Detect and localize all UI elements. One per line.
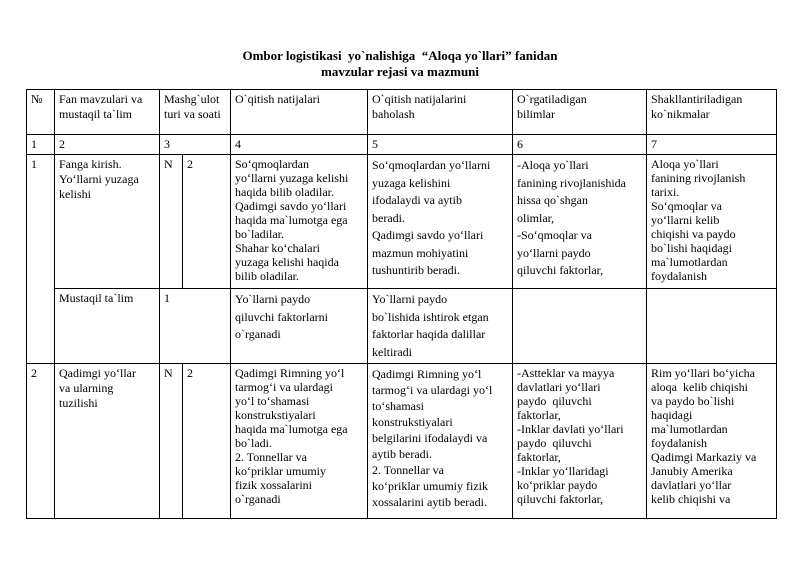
results-line: qiluvchi faktorlarni (235, 309, 328, 324)
assessment-line: xossalarini aytib beradi. (372, 495, 487, 509)
skills-line: kelib chiqishi va (651, 492, 731, 506)
results-line: Shahar ko‘chalari (235, 241, 320, 255)
assessment-cell (368, 364, 513, 519)
results-line: fizik xossalarini (235, 478, 312, 492)
skills-line: Janubiy Amerika (651, 464, 733, 478)
assessment-line: belgilarini ifodalaydi va (372, 431, 488, 445)
results-line: Yo`llarni paydo (235, 292, 311, 306)
assessment-line: Yo`llarni paydo (372, 292, 448, 306)
results-line: yo‘l to‘shamasi (235, 394, 310, 408)
knowledge-line: faktorlar, (517, 450, 561, 464)
assessment-line: ko‘priklar umumiy fizik (372, 479, 488, 493)
assessment-line: beradi. (372, 210, 405, 225)
skills-line: bo`lishi haqidagi (651, 241, 732, 255)
knowledge-line: faktorlar, (517, 408, 561, 422)
skills-line: foydalanish (651, 436, 707, 450)
assessment-line: faktorlar haqida dalillar (372, 327, 486, 341)
title-line-1: Ombor logistikasi yo`nalishiga “Aloqa yo`llari” fanidan (242, 48, 558, 63)
header-number (27, 90, 55, 135)
assessment-line: 2. Tonnellar va (372, 463, 444, 477)
results-line: Qadimgi Rimning yo‘l (235, 366, 345, 380)
column-number: 2 (55, 135, 160, 155)
skills-line: va paydo bo`lishi (651, 394, 735, 408)
assessment-cell (368, 155, 513, 289)
results-line: 2. Tonnellar va (235, 450, 307, 464)
header-skills (647, 90, 777, 135)
results-line: haqida ma`lumotga ega (235, 213, 348, 227)
skills-line: ma`lumotlardan (651, 422, 728, 436)
header-results-text: O`qitish natijalari (235, 92, 320, 106)
skills-cell (647, 364, 777, 519)
skills-line: So‘qmoqlar va (651, 199, 722, 213)
topic-line: kelishi (59, 187, 91, 201)
header-type-line: Mashg`ulot (164, 92, 220, 106)
skills-line: Rim yo‘llari bo‘yicha (651, 366, 755, 380)
column-number: 1 (27, 135, 55, 155)
results-line: o`rganadi (235, 492, 281, 506)
assessment-cell (368, 289, 513, 364)
results-line: yuzaga kelishi haqida (235, 255, 339, 269)
assessment-line: ifodalaydi va aytib (372, 193, 462, 207)
column-number: 6 (513, 135, 647, 155)
header-number-text: № (31, 92, 43, 106)
knowledge-line: hissa qo`shgan (517, 193, 588, 207)
hours-cell: 2 (183, 364, 231, 519)
header-skills-line: ko`nikmalar (651, 107, 710, 121)
results-line: bilib oladilar. (235, 269, 299, 283)
skills-cell (647, 289, 777, 364)
column-number: 7 (647, 135, 777, 155)
results-line: o`rganadi (235, 327, 281, 341)
knowledge-line: yo‘llarni paydo (517, 245, 591, 260)
topic-line: tuzilishi (59, 396, 98, 410)
assessment-line: to‘shamasi (372, 399, 424, 413)
topic-line: Yo‘llarni yuzaga (59, 172, 139, 186)
results-cell (231, 364, 368, 519)
knowledge-line: qiluvchi faktorlar, (517, 492, 604, 506)
assessment-line: aytib beradi. (372, 447, 432, 461)
results-line: haqida ma`lumotga ega (235, 422, 348, 436)
header-topics-line: Fan mavzulari va (59, 92, 143, 106)
row-number: 2 (27, 364, 55, 519)
header-assessment (368, 90, 513, 135)
syllabus-table (26, 89, 777, 519)
results-line: haqida bilib oladilar. (235, 185, 334, 199)
knowledge-line: paydo qiluvchi (517, 394, 592, 408)
knowledge-cell (513, 364, 647, 519)
skills-line: ma`lumotlardan (651, 255, 728, 269)
results-cell (231, 155, 368, 289)
skills-line: fanining rivojlanish (651, 171, 746, 185)
header-knowledge-line: bilimlar (517, 107, 555, 121)
header-type-hours (160, 90, 231, 135)
knowledge-line: ko‘priklar paydo (517, 478, 598, 492)
knowledge-cell (513, 289, 647, 364)
results-line: bo`ladi. (235, 436, 272, 450)
results-line: So‘qmoqlardan (235, 157, 309, 171)
knowledge-line: qiluvchi faktorlar, (517, 263, 604, 277)
results-line: yo‘llarni yuzaga kelishi (235, 171, 349, 185)
hours-cell: 1 (160, 289, 231, 364)
knowledge-line: -Astteklar va mayya (517, 366, 615, 380)
document-title (0, 48, 800, 80)
topic-line: Mustaqil ta`lim (59, 291, 134, 305)
column-number: 3 (160, 135, 231, 155)
knowledge-line: olimlar, (517, 210, 555, 225)
knowledge-cell (513, 155, 647, 289)
knowledge-line: fanining rivojlanishida (517, 175, 626, 190)
header-knowledge (513, 90, 647, 135)
header-results (231, 90, 368, 135)
header-type-line: turi va soati (164, 107, 221, 121)
header-knowledge-line: O`rgatiladigan (517, 92, 587, 106)
header-topics-line: mustaqil ta`lim (59, 107, 132, 121)
assessment-line: tarmog‘i va ulardagi yo‘l (372, 383, 493, 397)
lesson-type-cell: N (160, 155, 183, 289)
header-topics (55, 90, 160, 135)
results-line: ko‘priklar umumiy (235, 464, 326, 478)
assessment-line: yuzaga kelishini (372, 175, 451, 190)
title-line-2: mavzular rejasi va mazmuni (320, 64, 480, 79)
topic-line: va ularning (59, 381, 114, 395)
skills-line: aloqa kelib chiqishi (651, 380, 748, 394)
knowledge-line: -So‘qmoqlar va (517, 228, 592, 242)
knowledge-line: davlatlari yo‘llari (517, 380, 601, 394)
results-line: tarmog‘i va ulardagi (235, 380, 333, 394)
skills-line: foydalanish (651, 269, 707, 283)
skills-line: chiqishi va paydo (651, 227, 736, 241)
topic-cell (55, 364, 160, 519)
column-number: 4 (231, 135, 368, 155)
header-assessment-line: baholash (372, 107, 415, 121)
table-row (27, 155, 777, 289)
skills-line: haqidagi (651, 408, 693, 422)
assessment-line: So‘qmoqlardan yo‘llarni (372, 158, 491, 172)
topic-line: Qadimgi yo‘llar (59, 366, 136, 380)
column-number: 5 (368, 135, 513, 155)
column-number-row (27, 135, 777, 155)
table-row (27, 289, 777, 364)
knowledge-line: paydo qiluvchi (517, 436, 592, 450)
hours-cell: 2 (183, 155, 231, 289)
skills-line: davlatlari yo‘llar (651, 478, 732, 492)
topic-cell (55, 289, 160, 364)
knowledge-line: -Aloqa yo`llari (517, 158, 589, 172)
assessment-line: tushuntirib beradi. (372, 263, 460, 277)
assessment-line: Qadimgi Rimning yo‘l (372, 367, 482, 381)
results-line: bo`ladilar. (235, 227, 284, 241)
header-assessment-line: O`qitish natijalarini (372, 92, 467, 106)
assessment-line: mazmun mohiyatini (372, 245, 469, 260)
skills-line: Qadimgi Markaziy va (651, 450, 757, 464)
assessment-line: bo`lishida ishtirok etgan (372, 309, 489, 324)
topic-cell (55, 155, 160, 289)
table-row (27, 364, 777, 519)
header-skills-line: Shakllantiriladigan (651, 92, 743, 106)
assessment-line: Qadimgi savdo yo‘llari (372, 228, 484, 242)
row-number: 1 (27, 155, 55, 364)
assessment-line: konstrukstiyalari (372, 415, 453, 429)
topic-line: Fanga kirish. (59, 157, 122, 171)
knowledge-line: -Inklar yo‘llaridagi (517, 464, 609, 478)
results-line: Qadimgi savdo yo‘llari (235, 199, 347, 213)
skills-line: tarixi. (651, 185, 680, 199)
results-line: konstrukstiyalari (235, 408, 316, 422)
skills-line: Aloqa yo`llari (651, 157, 719, 171)
skills-line: yo‘llarni kelib (651, 213, 720, 227)
assessment-line: keltiradi (372, 344, 412, 359)
skills-cell (647, 155, 777, 289)
header-row (27, 90, 777, 135)
knowledge-line: -Inklar davlati yo‘llari (517, 422, 624, 436)
results-cell (231, 289, 368, 364)
lesson-type-cell: N (160, 364, 183, 519)
